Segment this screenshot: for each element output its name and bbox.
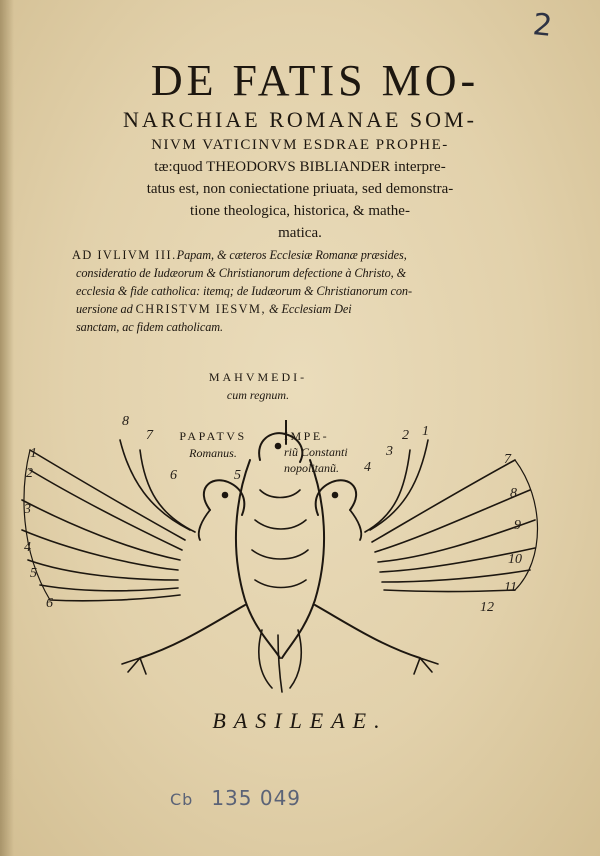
catalog-number: 135 049 [211, 786, 302, 810]
title-line-4: tæ:quod THEODORVS BIBLIANDER interpre- [154, 159, 446, 175]
mahumed-line-2: cum regnum. [226, 388, 290, 402]
title-line-3: NIVM VATICINVM ESDRAE PROPHE- [151, 137, 449, 153]
feather-number: 1 [422, 424, 429, 439]
feather-number: 5 [234, 468, 241, 483]
feather-number: 3 [386, 444, 393, 459]
address-line-4-b: & Ecclesiam Dei [266, 302, 352, 316]
feather-number: 12 [480, 600, 494, 615]
address-line-5: sanctam, ac fidem catholicam. [76, 320, 224, 334]
catalog-prefix: Cb [170, 790, 194, 809]
title-line-7: matica. [278, 225, 322, 241]
double-headed-eagle-woodcut [10, 420, 590, 700]
handwritten-page-number: 2 [531, 7, 554, 44]
feather-number: 2 [26, 466, 33, 481]
feather-number: 7 [146, 428, 153, 443]
title-line-1: DE FATIS MO- [150, 56, 480, 105]
feather-number: 4 [364, 460, 371, 475]
feather-number: 6 [170, 468, 177, 483]
mahumed-line-1: MAHVMEDI- [208, 370, 308, 384]
address-line-4 [72, 300, 542, 318]
feather-number: 4 [24, 540, 31, 555]
address-line-4-a: uersione ad [76, 302, 136, 316]
address-christum: CHRISTVM IESVM, [135, 302, 267, 316]
impe-line-2: riũ Constanti [284, 445, 348, 459]
feather-number: 8 [122, 414, 129, 429]
title-line-5: tatus est, non coniectatione priuata, sed demonstra- [146, 181, 454, 197]
address-line-1 [72, 246, 542, 264]
address-caps: AD IVLIVM III. [72, 248, 177, 262]
label-mahumedicum [198, 368, 318, 404]
papatus-line-1: PAPATVS [179, 429, 247, 443]
address-line-2: consideratio de Iudæorum & Christianorum defectione à Christo, & [76, 266, 407, 280]
title-line-2: NARCHIAE ROMANAE SOM- [123, 107, 477, 132]
book-title [0, 56, 600, 244]
feather-number: 9 [514, 518, 521, 533]
papatus-line-2: Romanus. [189, 446, 237, 460]
address-line-1-rest: Papam, & cæteros Ecclesiæ Romanæ præsides, [176, 248, 407, 262]
left-feather-8 [120, 440, 190, 530]
impe-line-1: IMPE- [284, 429, 330, 443]
impe-line-3: nopolitanũ. [284, 461, 340, 475]
feather-number: 11 [504, 580, 517, 595]
feather-number: 6 [46, 596, 53, 611]
feather-number: 1 [30, 446, 37, 461]
feather-number: 8 [510, 486, 517, 501]
title-line-6: tione theologica, historica, & mathe- [190, 203, 410, 219]
feather-number: 5 [30, 566, 37, 581]
feather-number: 3 [24, 502, 31, 517]
imprint-place: BASILEAE. [212, 708, 388, 733]
address-line-3: ecclesia & fide catholica: itemq; de Iudæorum & Christianorum con- [76, 284, 412, 298]
dedication-address [72, 246, 542, 336]
library-catalog-mark [170, 786, 301, 810]
feather-number: 10 [508, 552, 522, 567]
feather-number: 2 [402, 428, 409, 443]
feather-number: 7 [504, 452, 511, 467]
